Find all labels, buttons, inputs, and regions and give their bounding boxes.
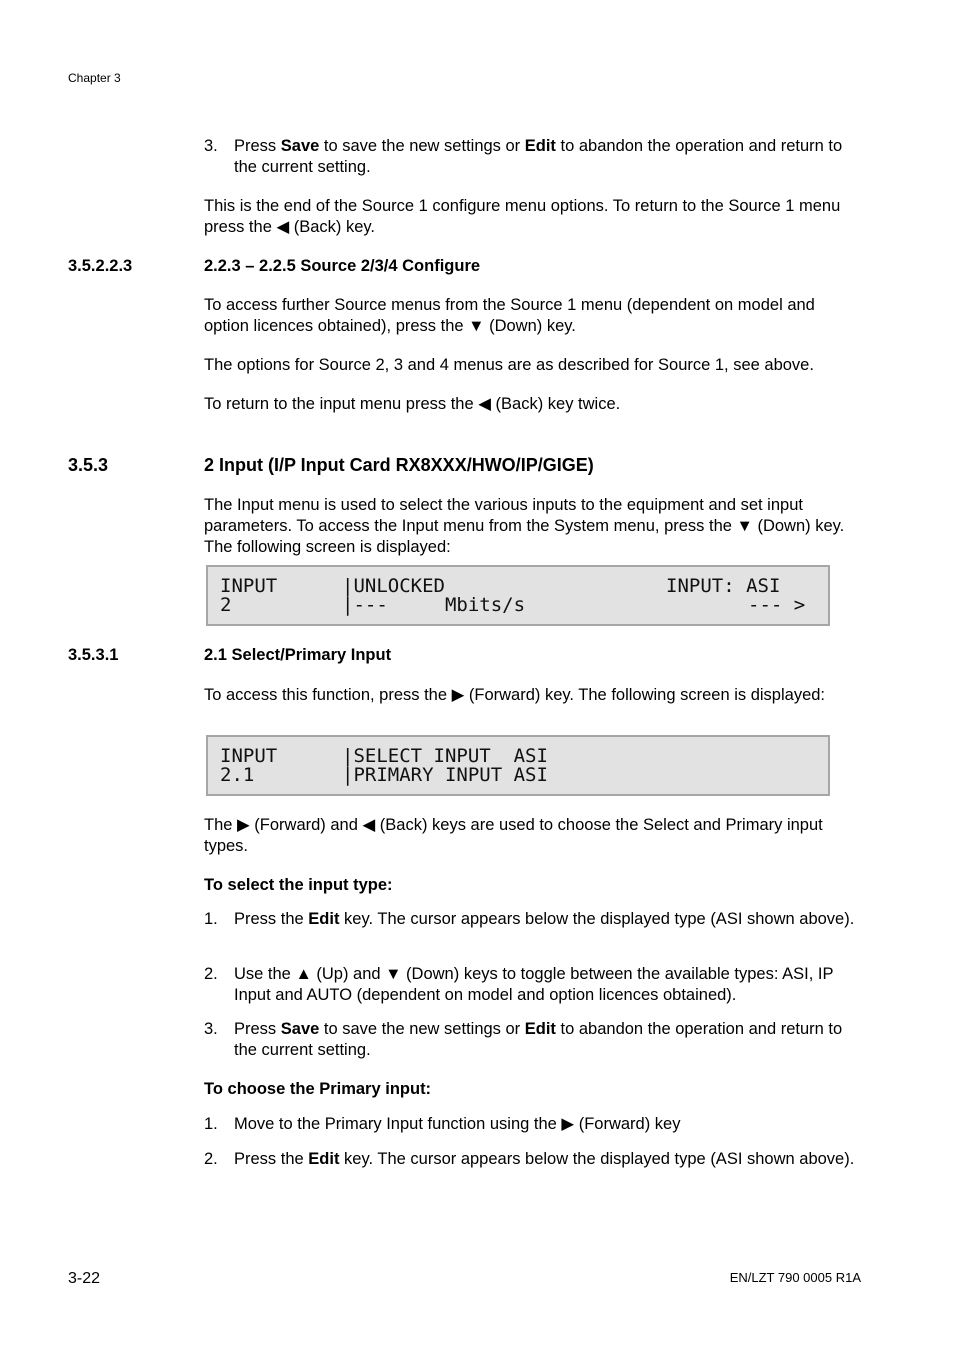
- lcd-text: INPUT: [220, 575, 278, 597]
- lcd-screen: [206, 565, 830, 626]
- section-number: 3.5.2.2.3: [68, 257, 133, 275]
- lcd-text: 2.1: [220, 764, 255, 786]
- list-text: Move to the Primary Input function using the ▶ (Forward) key: [234, 1115, 681, 1133]
- paragraph: The ▶ (Forward) and ◀ (Back) keys are used to choose the Select and Primary input types.: [204, 816, 823, 855]
- section-number: 3.5.3: [68, 455, 109, 475]
- edit-key-label: Edit: [524, 137, 556, 155]
- edit-key-label: Edit: [308, 1150, 340, 1168]
- lcd-text: INPUT: ASI: [666, 575, 781, 597]
- document-reference: EN/LZT 790 0005 R1A: [729, 1270, 861, 1285]
- section-title: 2.1 Select/Primary Input: [204, 646, 392, 664]
- list-text: Press the Edit key. The cursor appears below the displayed type (ASI shown above).: [234, 1150, 855, 1168]
- section-title: 2.2.3 – 2.2.5 Source 2/3/4 Configure: [204, 257, 481, 275]
- lcd-text: 2: [220, 594, 232, 616]
- edit-key-label: Edit: [308, 910, 340, 928]
- paragraph: To access this function, press the ▶ (Forward) key. The following screen is displayed:: [204, 686, 826, 704]
- page-number: 3-22: [68, 1270, 101, 1287]
- subheading: To select the input type:: [204, 876, 393, 894]
- paragraph: This is the end of the Source 1 configure menu options. To return to the Source 1 menu press the ◀ (Back) key.: [204, 197, 841, 236]
- paragraph: The options for Source 2, 3 and 4 menus are as described for Source 1, see above.: [204, 356, 814, 374]
- lcd-text: |PRIMARY INPUT ASI: [342, 764, 548, 786]
- list-number: 2.: [204, 965, 218, 983]
- paragraph: To return to the input menu press the ◀ (Back) key twice.: [204, 395, 621, 413]
- lcd-screen: [206, 735, 830, 796]
- chapter-header: Chapter 3: [68, 71, 121, 85]
- list-number: 1.: [204, 1115, 218, 1133]
- save-key-label: Save: [280, 1020, 320, 1038]
- edit-key-label: Edit: [524, 1020, 556, 1038]
- lcd-text: --- >: [748, 594, 806, 616]
- list-number: 3.: [204, 137, 218, 155]
- list-number: 1.: [204, 910, 218, 928]
- list-text: Press Save to save the new settings or Edit to abandon the operation and return to the current setting.: [234, 1020, 843, 1059]
- subheading: To choose the Primary input:: [204, 1080, 432, 1098]
- save-key-label: Save: [280, 137, 320, 155]
- lcd-text: |SELECT INPUT ASI: [342, 745, 548, 767]
- list-text: Press Save to save the new settings or Edit to abandon the operation and return to the current setting.: [234, 137, 843, 176]
- list-text: Press the Edit key. The cursor appears below the displayed type (ASI shown above).: [234, 910, 855, 928]
- lcd-text: |UNLOCKED: [342, 575, 445, 597]
- paragraph: To access further Source menus from the Source 1 menu (dependent on model and option licences obtained), press the ▼ (Down) key.: [204, 296, 815, 335]
- list-text: Use the ▲ (Up) and ▼ (Down) keys to toggle between the available types: ASI, IP Input and AUTO (dependent on model and option licences obtained).: [234, 965, 834, 1004]
- paragraph: The Input menu is used to select the various inputs to the equipment and set input parameters. To access the Input menu from the System menu, press the ▼ (Down) key. The following screen is displayed:: [204, 496, 845, 556]
- section-number: 3.5.3.1: [68, 646, 119, 664]
- lcd-text: |--- Mbits/s: [342, 594, 526, 616]
- lcd-text: INPUT: [220, 745, 278, 767]
- list-number: 2.: [204, 1150, 218, 1168]
- section-title: 2 Input (I/P Input Card RX8XXX/HWO/IP/GIGE): [204, 455, 594, 475]
- list-number: 3.: [204, 1020, 218, 1038]
